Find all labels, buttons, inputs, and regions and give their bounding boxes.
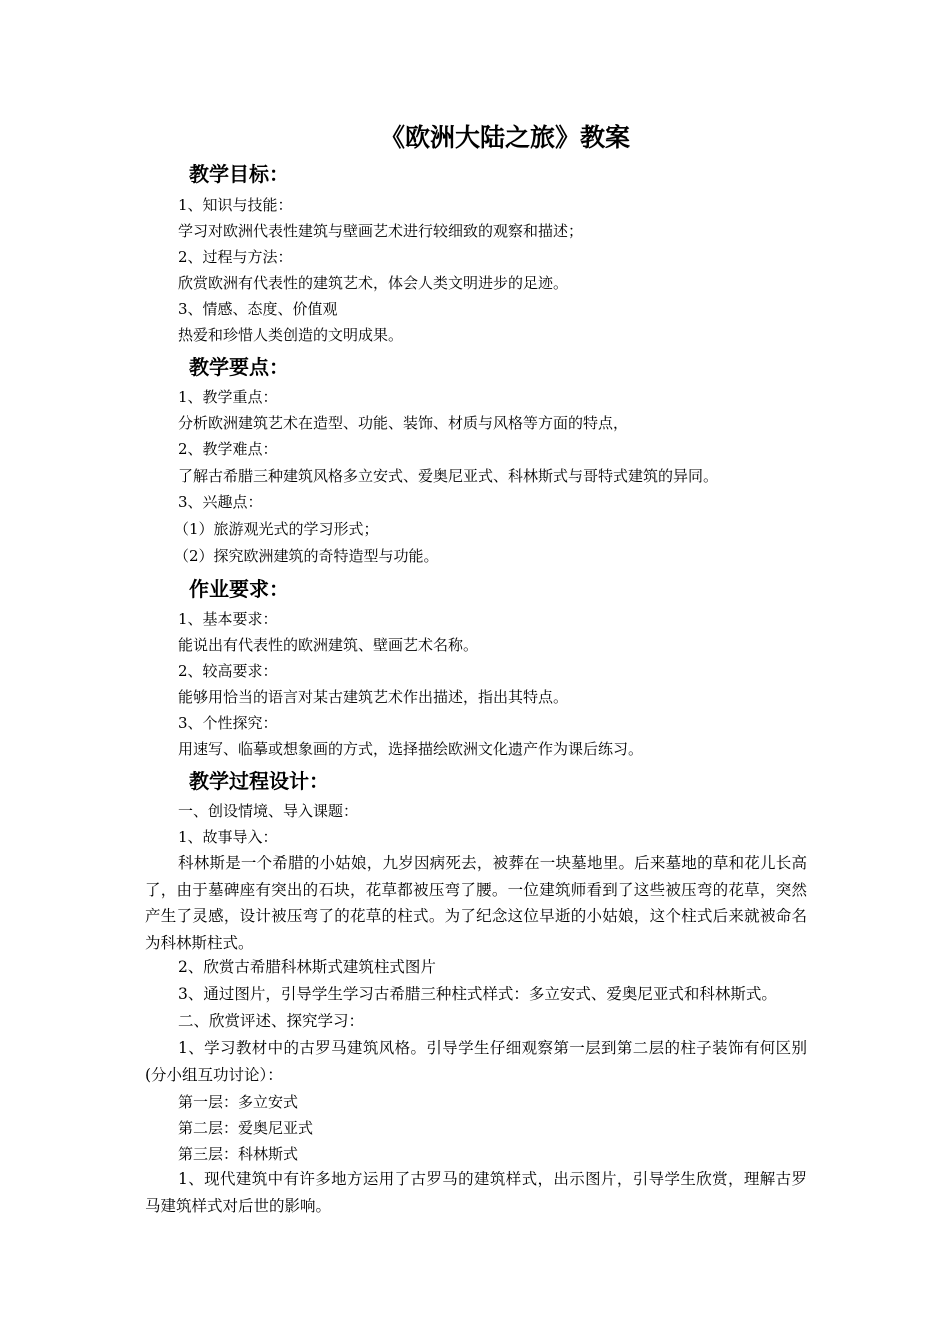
objective-line: 1、知识与技能： [178, 196, 293, 214]
key-point-line: 3、兴趣点： [178, 493, 263, 511]
key-point-line: （1）旅游观光式的学习形式； [174, 520, 379, 538]
homework-line: 能说出有代表性的欧洲建筑、壁画艺术名称。 [178, 636, 479, 654]
process-step-3: 3、通过图片，引导学生学习古希腊三种柱式样式：多立安式、爱奥尼亚式和科林斯式。 [178, 985, 777, 1003]
homework-line: 2、较高要求： [178, 662, 278, 680]
section-heading-objectives: 教学目标： [189, 162, 289, 186]
objective-line: 3、情感、态度、价值观 [178, 300, 338, 318]
process-line: 一、创设情境、导入课题： [178, 802, 359, 820]
floor-line: 第二层：爱奥尼亚式 [178, 1119, 314, 1137]
objective-line: 2、过程与方法： [178, 248, 293, 266]
homework-line: 能够用恰当的语言对某古建筑艺术作出描述，指出其特点。 [178, 688, 569, 706]
process-part-2-item: 1、学习教材中的古罗马建筑风格。引导学生仔细观察第一层到第二层的柱子装饰有何区别(分小组互功讨论）： [145, 1039, 807, 1084]
objective-line: 欣赏欧洲有代表性的建筑艺术，体会人类文明进步的足迹。 [178, 274, 569, 292]
story-paragraph: 科林斯是一个希腊的小姑娘，九岁因病死去，被葬在一块墓地里。后来墓地的草和花儿长高了，由于墓碑座有突出的石块，花草都被压弯了腰。一位建筑师看到了这些被压弯的花草，突然产生了灵感，设计被压弯了的花草的柱式。为了纪念这位早逝的小姑娘，这个柱式后来就被命名为科林斯柱式。 [145, 854, 807, 952]
process-part-2-heading: 二、欣赏评述、探究学习： [178, 1012, 365, 1030]
key-point-line: （2）探究欧洲建筑的奇特造型与功能。 [174, 547, 439, 565]
objective-line: 学习对欧洲代表性建筑与壁画艺术进行较细致的观察和描述； [178, 222, 584, 240]
section-heading-key-points: 教学要点： [189, 355, 289, 379]
section-heading-process: 教学过程设计： [189, 769, 329, 793]
process-line: 1、故事导入： [178, 828, 278, 846]
key-point-line: 2、教学难点： [178, 440, 278, 458]
floor-line: 第一层：多立安式 [178, 1093, 299, 1111]
objective-line: 热爱和珍惜人类创造的文明成果。 [178, 326, 404, 344]
process-step-2: 2、欣赏古希腊科林斯式建筑柱式图片 [178, 958, 436, 976]
homework-line: 用速写、临摹或想象画的方式，选择描绘欧洲文化遗产作为课后练习。 [178, 740, 644, 758]
document-title: 《欧洲大陆之旅》教案 [379, 123, 630, 152]
homework-line: 1、基本要求： [178, 610, 278, 628]
key-point-line: 了解古希腊三种建筑风格多立安式、爱奥尼亚式、科林斯式与哥特式建筑的异同。 [178, 467, 719, 485]
modern-architecture-paragraph: 1、现代建筑中有许多地方运用了古罗马的建筑样式，出示图片，引导学生欣赏，理解古罗马建筑样式对后世的影响。 [145, 1170, 807, 1215]
section-heading-homework: 作业要求： [189, 577, 289, 601]
homework-line: 3、个性探究： [178, 714, 278, 732]
key-point-line: 分析欧洲建筑艺术在造型、功能、装饰、材质与风格等方面的特点， [178, 414, 629, 432]
key-point-line: 1、教学重点： [178, 388, 278, 406]
floor-line: 第三层：科林斯式 [178, 1145, 299, 1163]
